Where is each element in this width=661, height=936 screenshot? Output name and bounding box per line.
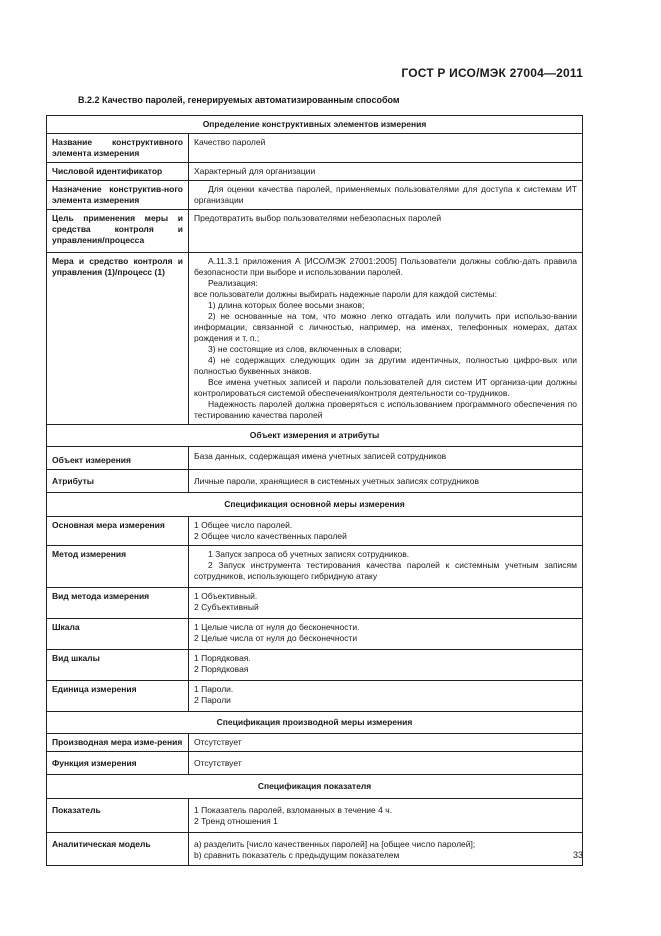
value-line: 2 Общее число качественных паролей — [194, 531, 347, 541]
table-row — [47, 470, 583, 493]
row-label: Название конструктивного элемента измерения — [47, 134, 189, 163]
row-label: Метод измерения — [47, 546, 189, 588]
value-line: 1) длина которых более восьми знаков; — [208, 300, 365, 310]
measurement-spec-table — [46, 115, 583, 866]
row-label: Вид шкалы — [47, 650, 189, 681]
value-line: 1 Пароли. — [194, 684, 234, 694]
value-line: 1 Общее число паролей. — [194, 520, 293, 530]
row-label: Функция измерения — [47, 752, 189, 775]
row-label: Основная мера измерения — [47, 517, 189, 546]
value-line: 2 Пароли — [194, 695, 231, 705]
row-value: Качество паролей — [189, 134, 583, 163]
section-heading-indicator: Спецификация показателя — [47, 775, 583, 799]
row-value-multiline — [189, 546, 583, 588]
section-row — [47, 493, 583, 517]
table-row — [47, 517, 583, 546]
table-row — [47, 833, 583, 866]
table-row — [47, 752, 583, 775]
row-value: Предотвратить выбор пользователями небезопасных паролей — [189, 210, 583, 253]
row-value: Характерный для организации — [189, 163, 583, 181]
value-line: Все имена учетных записей и пароли пользователей для систем ИТ организа-ции должны контролироваться системой обеспечения/контроля деятельности со-трудников. — [194, 377, 577, 398]
value-line: 1 Показатель паролей, взломанных в течение 4 ч. — [194, 805, 393, 815]
value-line: 2 Тренд отношения 1 — [194, 816, 278, 826]
value-line: 2) не основанные на том, что можно легко отгадать или получить при использо-вании информации, связанной с личностью, например, на именах, телефонных номерах, датах рождения и т. п.; — [194, 311, 577, 343]
row-value-multiline — [189, 619, 583, 650]
row-label: Производная мера изме-рения — [47, 734, 189, 752]
section-row — [47, 116, 583, 134]
table-row — [47, 588, 583, 619]
row-label: Единица измерения — [47, 681, 189, 712]
row-value-multiline — [189, 253, 583, 425]
table-row — [47, 681, 583, 712]
value-line: 4) не содержащих следующих один за другим идентичных, полностью цифро-вых или полностью буквенных знаков. — [194, 355, 577, 376]
row-label: Шкала — [47, 619, 189, 650]
row-value: Для оценки качества паролей, применяемых пользователями для доступа к системам ИТ организации — [189, 181, 583, 210]
value-line: 1 Порядковая. — [194, 653, 251, 663]
table-row — [47, 799, 583, 833]
page-number: 33 — [572, 850, 583, 860]
row-label: Вид метода измерения — [47, 588, 189, 619]
row-label: Показатель — [47, 799, 189, 833]
row-value-multiline — [189, 833, 583, 866]
section-heading-definition: Определение конструктивных элементов измерения — [47, 116, 583, 134]
section-row — [47, 775, 583, 799]
section-heading-derived: Спецификация производной меры измерения — [47, 712, 583, 734]
row-value-multiline — [189, 517, 583, 546]
value-line: А.11.3.1 приложения А [ИСО/МЭК 27001:2005] Пользователи должны соблю-дать правила безопасности при выборе и использовании паролей. — [194, 256, 577, 277]
value-line: Надежность паролей должна проверяться с использованием программного обеспечения по тестированию качества паролей — [194, 399, 577, 420]
value-line: b) сравнить показатель с предыдущим показателем — [194, 850, 400, 860]
table-row — [47, 134, 583, 163]
table-row — [47, 546, 583, 588]
row-label: Назначение конструктив-ного элемента измерения — [47, 181, 189, 210]
section-row — [47, 712, 583, 734]
row-value: Личные пароли, хранящиеся в системных учетных записях сотрудников — [189, 470, 583, 493]
row-value: База данных, содержащая имена учетных записей сотрудников — [189, 447, 583, 470]
table-row — [47, 447, 583, 470]
row-value: Отсутствует — [189, 752, 583, 775]
value-line: 2 Порядковая — [194, 664, 249, 674]
row-value-multiline — [189, 588, 583, 619]
value-line: 1 Объективный. — [194, 591, 258, 601]
document-standard-header: ГОСТ Р ИСО/МЭК 27004—2011 — [401, 66, 583, 80]
section-row — [47, 425, 583, 447]
value-line: 2 Целые числа от нуля до бесконечности — [194, 633, 358, 643]
table-row — [47, 619, 583, 650]
table-row — [47, 210, 583, 253]
value-line: a) разделить [число качественных паролей] на [общее число паролей]; — [194, 839, 476, 849]
row-label: Атрибуты — [47, 470, 189, 493]
row-value: Отсутствует — [189, 734, 583, 752]
section-heading-base: Спецификация основной меры измерения — [47, 493, 583, 517]
section-heading-object: Объект измерения и атрибуты — [47, 425, 583, 447]
value-line: 1 Целые числа от нуля до бесконечности. — [194, 622, 360, 632]
row-label: Мера и средство контроля и управления (1)/процесс (1) — [47, 253, 189, 425]
row-label: Числовой идентификатор — [47, 163, 189, 181]
value-line: 1 Запуск запроса об учетных записях сотрудников. — [208, 549, 410, 559]
table-row — [47, 163, 583, 181]
row-value-multiline — [189, 650, 583, 681]
section-title: B.2.2 Качество паролей, генерируемых автоматизированным способом — [78, 95, 400, 105]
row-value-multiline — [189, 799, 583, 833]
row-label: Объект измерения — [47, 447, 189, 470]
row-label: Цель применения меры и средства контроля и управления/процесса — [47, 210, 189, 253]
table-row — [47, 650, 583, 681]
table-row — [47, 181, 583, 210]
value-line: 3) не состоящие из слов, включенных в словари; — [208, 344, 402, 354]
value-line: все пользователи должны выбирать надежные пароли для каждой системы: — [194, 289, 497, 299]
value-line: Реализация: — [208, 278, 258, 288]
row-label: Аналитическая модель — [47, 833, 189, 866]
value-line: 2 Запуск инструмента тестирования качества паролей к системным учетным записям сотрудников, использующего гибридную атаку — [194, 560, 577, 581]
table-row — [47, 734, 583, 752]
table-row — [47, 253, 583, 425]
row-value-multiline — [189, 681, 583, 712]
value-line: 2 Субъективный — [194, 602, 259, 612]
